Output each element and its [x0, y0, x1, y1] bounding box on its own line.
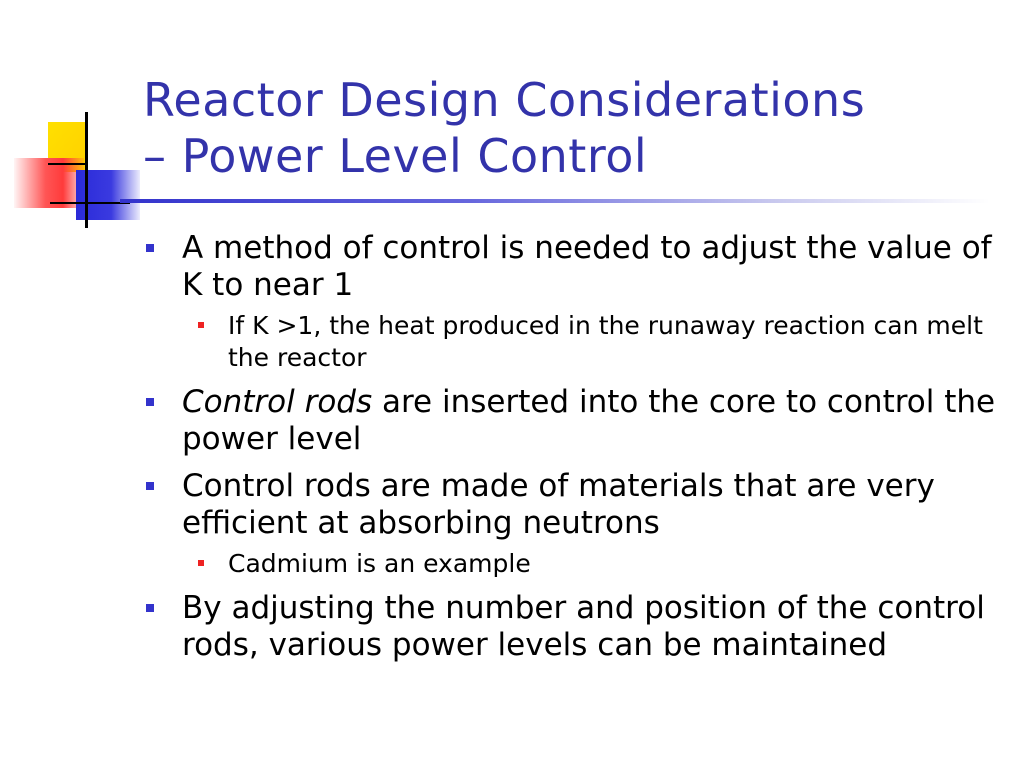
- bullet-list: [140, 230, 1000, 674]
- title-underline: [120, 199, 990, 203]
- bullet-text: Control rods are made of materials that are very efficient at absorbing neutrons: [182, 468, 935, 541]
- bullet-italic-text: Control rods: [182, 384, 373, 420]
- bullet-marker-icon: [146, 398, 154, 406]
- bullet-text: A method of control is needed to adjust the value of K to near 1: [182, 230, 992, 303]
- logo-horizontal-line-top: [48, 163, 88, 165]
- sub-bullet-item: [140, 310, 1000, 374]
- sub-bullet-marker-icon: [198, 560, 204, 566]
- sub-bullet-text: If K >1, the heat produced in the runaway reaction can melt the reactor: [228, 311, 983, 372]
- sub-bullet-item: [140, 548, 1000, 580]
- logo-horizontal-line: [50, 202, 130, 204]
- sub-bullet-text: Cadmium is an example: [228, 549, 531, 578]
- bullet-marker-icon: [146, 244, 154, 252]
- bullet-text: By adjusting the number and position of the control rods, various power levels can be maintained: [182, 590, 985, 663]
- sub-bullet-marker-icon: [198, 322, 204, 328]
- bullet-marker-icon: [146, 604, 154, 612]
- bullet-marker-icon: [146, 482, 154, 490]
- title-line-1: Reactor Design Considerations: [143, 73, 866, 127]
- logo-vertical-line: [85, 112, 88, 228]
- logo-red-square: [14, 158, 84, 208]
- corner-logo: [0, 0, 160, 240]
- bullet-item: [140, 230, 1000, 304]
- bullet-item: [140, 468, 1000, 542]
- bullet-text: are inserted into the core to control the power level: [182, 384, 996, 457]
- bullet-item: [140, 590, 1000, 664]
- slide-title: [143, 72, 1003, 184]
- title-line-2: – Power Level Control: [143, 129, 648, 183]
- bullet-item: [140, 384, 1000, 458]
